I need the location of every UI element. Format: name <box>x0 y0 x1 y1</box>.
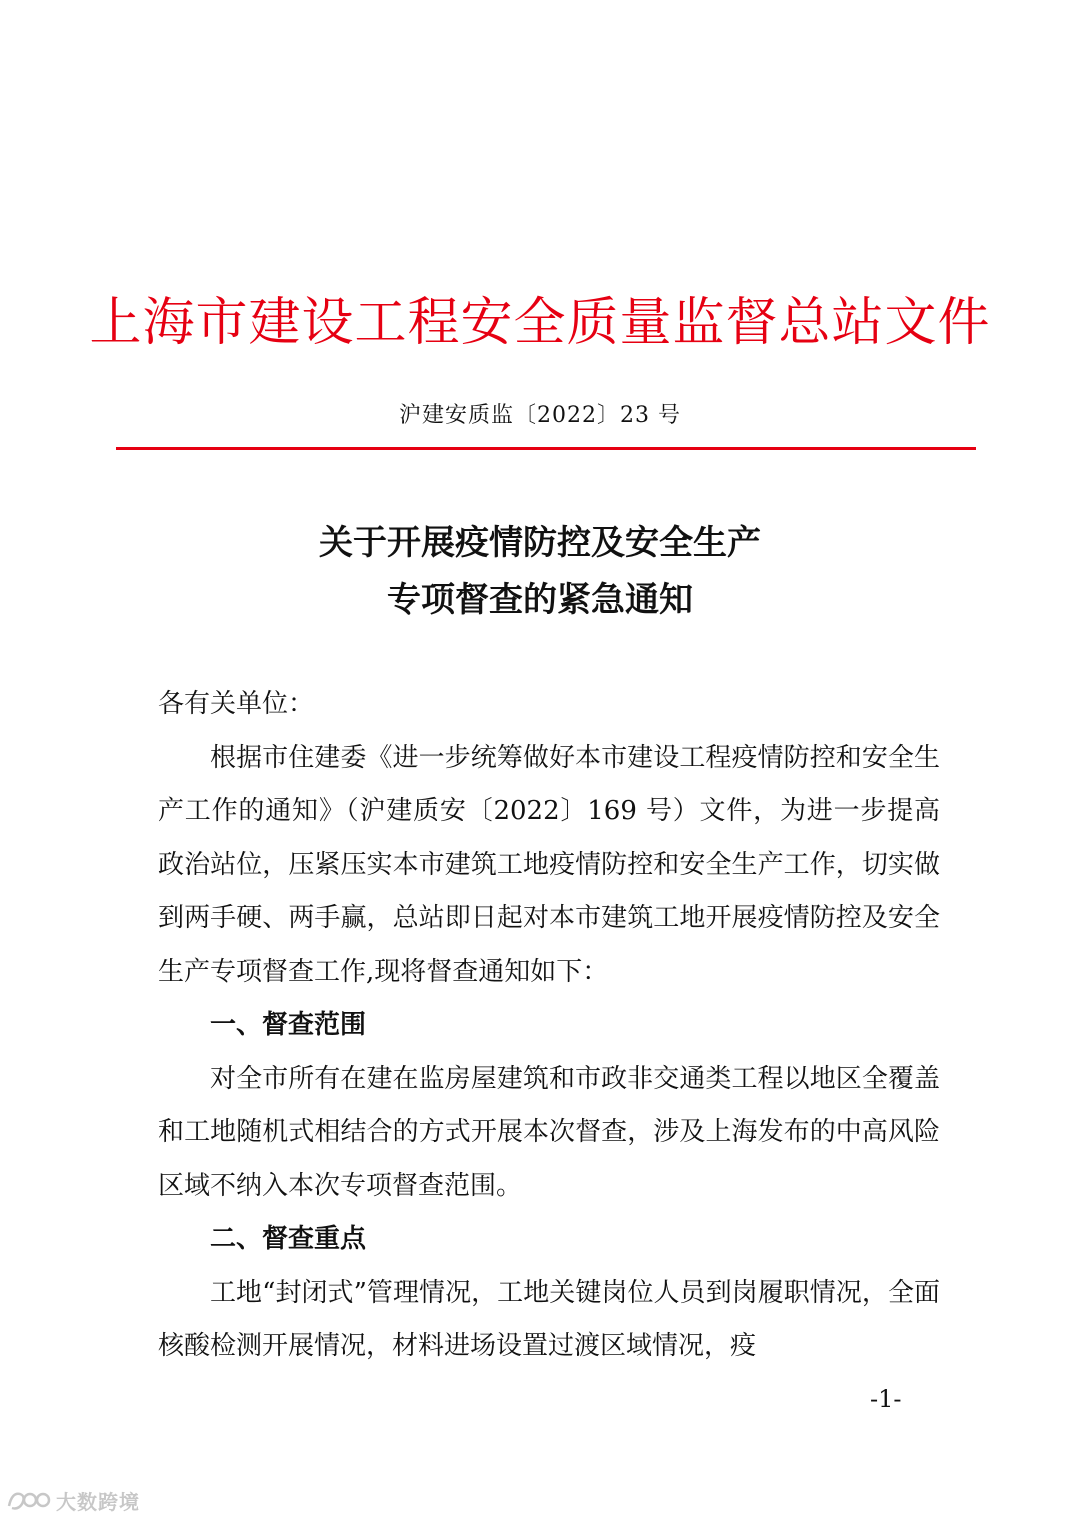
notice-title <box>0 515 1080 629</box>
brand-logo-icon <box>6 1486 52 1514</box>
notice-title-line-2: 专项督查的紧急通知 <box>387 580 693 620</box>
page-number: -1- <box>870 1385 902 1413</box>
section-heading-focus: 二、督查重点 <box>210 1224 367 1254</box>
document-body <box>158 678 940 1374</box>
document-number: 沪建安质监〔2022〕23 号 <box>399 403 681 428</box>
watermark <box>6 1484 140 1516</box>
notice-title-line-1: 关于开展疫情防控及安全生产 <box>319 523 761 563</box>
red-divider-line <box>116 447 976 450</box>
paragraph-focus: 工地“封闭式”管理情况，工地关键岗位人员到岗履职情况，全面核酸检测开展情况，材料进场设置过渡区域情况，疫 <box>158 1277 940 1361</box>
agency-header-title: 上海市建设工程安全质量监督总站文件 <box>89 293 991 353</box>
watermark-text: 大数跨境 <box>56 1489 140 1514</box>
section-heading-scope: 一、督查范围 <box>210 1010 367 1040</box>
paragraph-scope: 对全市所有在建在监房屋建筑和市政非交通类工程以地区全覆盖和工地随机式相结合的方式开展本次督查，涉及上海发布的中高风险区域不纳入本次专项督查范围。 <box>158 1063 940 1201</box>
paragraph-intro: 根据市住建委《进一步统筹做好本市建设工程疫情防控和安全生产工作的通知》（沪建质安〔2022〕169 号）文件，为进一步提高政治站位，压紧压实本市建筑工地疫情防控和安全生产工作，切实做到两手硬、两手赢，总站即日起对本市建筑工地开展疫情防控及安全生产专项督查工作,现将督查通知如下： <box>158 742 940 987</box>
salutation: 各有关单位： <box>158 689 315 719</box>
